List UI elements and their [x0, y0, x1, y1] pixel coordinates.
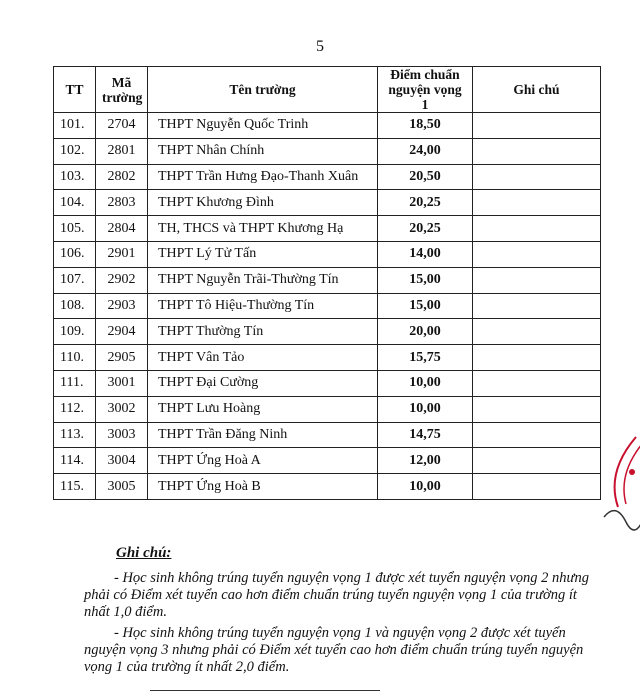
- row-score: 10,00: [378, 474, 473, 500]
- row-score: 20,00: [378, 319, 473, 345]
- note-1-text: - Học sinh không trúng tuyển nguyện vọng 1 được xét tuyển nguyện vọng 2 nhưng phải có Điểm xét tuyển cao hơn điểm chuẩn trúng tuyển nguyện vọng 1 của trường ít nhất 1,0 điểm.: [84, 570, 589, 620]
- page-number: 5: [316, 38, 324, 55]
- row-tt: 107.: [54, 267, 96, 293]
- row-school-name: THPT Nguyễn Quốc Trinh: [148, 113, 378, 139]
- row-note: [473, 267, 601, 293]
- row-school-name: THPT Tô Hiệu-Thường Tín: [148, 293, 378, 319]
- row-note: [473, 293, 601, 319]
- table-row: [54, 164, 601, 190]
- row-note: [473, 474, 601, 500]
- row-school-code: 2903: [96, 293, 148, 319]
- notes-title: Ghi chú:: [116, 545, 172, 561]
- header-code-line2: trường: [102, 89, 143, 105]
- row-tt: 113.: [54, 422, 96, 448]
- row-school-code: 2901: [96, 241, 148, 267]
- row-school-name: THPT Trần Hưng Đạo-Thanh Xuân: [148, 164, 378, 190]
- row-school-name: THPT Vân Tảo: [148, 345, 378, 371]
- header-score-line1: Điểm chuẩn: [390, 67, 460, 82]
- row-score: 10,00: [378, 370, 473, 396]
- row-school-name: THPT Trần Đăng Ninh: [148, 422, 378, 448]
- row-school-name: THPT Nhân Chính: [148, 138, 378, 164]
- table-row: [54, 138, 601, 164]
- row-tt: 101.: [54, 113, 96, 139]
- row-school-name: THPT Lưu Hoàng: [148, 396, 378, 422]
- row-tt: 104.: [54, 190, 96, 216]
- row-school-name: THPT Lý Tử Tấn: [148, 241, 378, 267]
- row-score: 15,00: [378, 267, 473, 293]
- row-tt: 108.: [54, 293, 96, 319]
- row-tt: 111.: [54, 370, 96, 396]
- row-tt: 103.: [54, 164, 96, 190]
- row-school-code: 2902: [96, 267, 148, 293]
- row-tt: 105.: [54, 216, 96, 242]
- row-score: 15,75: [378, 345, 473, 371]
- row-school-name: THPT Nguyễn Trãi-Thường Tín: [148, 267, 378, 293]
- row-note: [473, 319, 601, 345]
- header-school-code: [96, 67, 148, 113]
- row-school-code: 2905: [96, 345, 148, 371]
- row-score: 18,50: [378, 113, 473, 139]
- row-score: 24,00: [378, 138, 473, 164]
- row-school-code: 3002: [96, 396, 148, 422]
- row-note: [473, 138, 601, 164]
- seal-star: [629, 469, 635, 475]
- header-school-name: Tên trường: [148, 67, 378, 113]
- table-row: [54, 474, 601, 500]
- row-school-code: 2801: [96, 138, 148, 164]
- row-tt: 102.: [54, 138, 96, 164]
- row-tt: 109.: [54, 319, 96, 345]
- table-row: [54, 422, 601, 448]
- table-row: [54, 319, 601, 345]
- row-note: [473, 448, 601, 474]
- row-school-code: 3003: [96, 422, 148, 448]
- table-row: [54, 370, 601, 396]
- table-row: [54, 448, 601, 474]
- row-school-code: 3004: [96, 448, 148, 474]
- row-score: 20,25: [378, 216, 473, 242]
- note-1: [84, 570, 594, 621]
- note-2: [84, 625, 594, 676]
- table-row: [54, 293, 601, 319]
- row-school-code: 2803: [96, 190, 148, 216]
- red-seal-stamp: [596, 432, 640, 542]
- bottom-divider: [150, 690, 380, 691]
- table-row: [54, 267, 601, 293]
- signature-mark: [604, 511, 640, 530]
- table-row: [54, 396, 601, 422]
- row-note: [473, 216, 601, 242]
- row-school-name: THPT Ứng Hoà A: [148, 448, 378, 474]
- row-score: 14,00: [378, 241, 473, 267]
- row-school-code: 3005: [96, 474, 148, 500]
- note-2-text: - Học sinh không trúng tuyển nguyện vọng 1 và nguyện vọng 2 được xét tuyển nguyện vọng 3 nhưng phải có Điểm xét tuyển cao hơn điểm chuẩn trúng tuyển nguyện vọng 1 của trường ít nhất 2,0 điểm.: [84, 625, 584, 675]
- row-school-name: THPT Ứng Hoà B: [148, 474, 378, 500]
- row-tt: 106.: [54, 241, 96, 267]
- row-school-name: TH, THCS và THPT Khương Hạ: [148, 216, 378, 242]
- row-score: 14,75: [378, 422, 473, 448]
- row-score: 10,00: [378, 396, 473, 422]
- row-note: [473, 422, 601, 448]
- row-school-name: THPT Thường Tín: [148, 319, 378, 345]
- row-score: 20,25: [378, 190, 473, 216]
- row-school-name: THPT Đại Cường: [148, 370, 378, 396]
- row-note: [473, 370, 601, 396]
- row-school-code: 2704: [96, 113, 148, 139]
- table-row: [54, 241, 601, 267]
- table-header-row: [54, 67, 601, 113]
- row-note: [473, 241, 601, 267]
- row-note: [473, 164, 601, 190]
- row-score: 20,50: [378, 164, 473, 190]
- row-note: [473, 396, 601, 422]
- row-note: [473, 345, 601, 371]
- table-row: [54, 190, 601, 216]
- row-note: [473, 190, 601, 216]
- row-school-code: 2804: [96, 216, 148, 242]
- row-tt: 110.: [54, 345, 96, 371]
- header-score: [378, 67, 473, 113]
- header-code-line1: Mã: [111, 74, 132, 90]
- row-note: [473, 113, 601, 139]
- header-score-line2: nguyện vọng 1: [388, 82, 462, 112]
- row-tt: 114.: [54, 448, 96, 474]
- row-tt: 115.: [54, 474, 96, 500]
- admission-score-table: [53, 66, 601, 500]
- row-tt: 112.: [54, 396, 96, 422]
- row-school-code: 2802: [96, 164, 148, 190]
- row-school-code: 3001: [96, 370, 148, 396]
- table-row: [54, 345, 601, 371]
- row-score: 15,00: [378, 293, 473, 319]
- header-tt: TT: [54, 67, 96, 113]
- row-score: 12,00: [378, 448, 473, 474]
- row-school-name: THPT Khương Đình: [148, 190, 378, 216]
- header-note: Ghi chú: [473, 67, 601, 113]
- row-school-code: 2904: [96, 319, 148, 345]
- table-row: [54, 113, 601, 139]
- table-row: [54, 216, 601, 242]
